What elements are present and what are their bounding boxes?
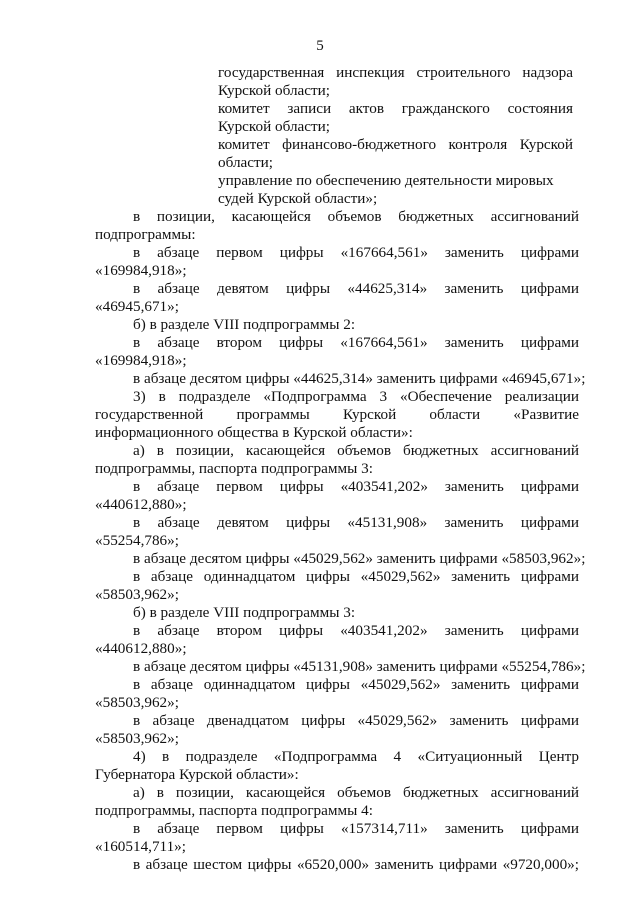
text-line: 4) в подразделе «Подпрограмма 4 «Ситуационный Центр — [133, 748, 579, 765]
document-body — [95, 64, 586, 874]
paragraph — [95, 370, 586, 388]
body-item-4 — [218, 172, 573, 208]
text-line: в абзаце первом цифры «403541,202» заменить цифрами — [133, 478, 579, 495]
text-line: «440612,880»; — [95, 640, 187, 657]
paragraph — [95, 550, 586, 568]
text-line: «160514,711»; — [95, 838, 186, 855]
text-line: «169984,918»; — [95, 262, 187, 279]
text-line: в абзаце девятом цифры «44625,314» заменить цифрами — [133, 280, 579, 297]
paragraph — [95, 712, 579, 748]
text-line: судей Курской области»; — [218, 190, 378, 207]
paragraph — [95, 604, 579, 622]
bodies-list — [218, 64, 573, 208]
paragraph — [95, 622, 579, 658]
body-item-2 — [218, 100, 573, 136]
text-line: а) в позиции, касающейся объемов бюджетных ассигнований — [133, 442, 579, 459]
text-line: «58503,962»; — [95, 730, 179, 747]
paragraph — [95, 748, 579, 784]
text-line: Курской области; — [218, 82, 331, 99]
text-line: в абзаце десятом цифры «44625,314» заменить цифрами «46945,671»; — [133, 370, 586, 387]
text-line: в абзаце первом цифры «167664,561» заменить цифрами — [133, 244, 579, 261]
paragraph — [95, 208, 579, 244]
text-line: «58503,962»; — [95, 586, 179, 603]
paragraph — [95, 658, 586, 676]
text-line: в абзаце десятом цифры «45131,908» заменить цифрами «55254,786»; — [133, 658, 586, 675]
page-number: 5 — [316, 38, 324, 54]
paragraph — [95, 514, 579, 550]
paragraph — [95, 316, 579, 334]
text-line: в абзаце шестом цифры «6520,000» заменить цифрами «9720,000»; — [133, 856, 579, 873]
text-line: государственная инспекция строительного надзора — [218, 64, 573, 81]
text-line: подпрограммы, паспорта подпрограммы 3: — [95, 460, 373, 477]
text-line: государственной программы Курской области «Развитие — [95, 406, 579, 423]
paragraph — [95, 820, 579, 856]
text-line: «58503,962»; — [95, 694, 179, 711]
paragraph — [95, 244, 579, 280]
text-line: 3) в подразделе «Подпрограмма 3 «Обеспечение реализации — [133, 388, 579, 405]
text-line: Курской области; — [218, 118, 331, 135]
text-line: в абзаце втором цифры «403541,202» заменить цифрами — [133, 622, 579, 639]
text-line: комитет финансово-бюджетного контроля Курской — [218, 136, 573, 153]
text-line: в абзаце двенадцатом цифры «45029,562» заменить цифрами — [133, 712, 579, 729]
paragraph — [95, 478, 579, 514]
body-item-3 — [218, 136, 573, 172]
text-line: Губернатора Курской области»: — [95, 766, 299, 783]
text-line: информационного общества в Курской области»: — [95, 424, 413, 441]
text-line: б) в разделе VIII подпрограммы 3: — [133, 604, 356, 621]
text-line: в позиции, касающейся объемов бюджетных ассигнований — [133, 208, 579, 225]
text-line: «440612,880»; — [95, 496, 187, 513]
text-line: подпрограммы, паспорта подпрограммы 4: — [95, 802, 373, 819]
text-line: а) в позиции, касающейся объемов бюджетных ассигнований — [133, 784, 579, 801]
paragraph — [95, 280, 579, 316]
text-line: управление по обеспечению деятельности мировых — [218, 172, 554, 189]
text-line: в абзаце десятом цифры «45029,562» заменить цифрами «58503,962»; — [133, 550, 586, 567]
text-line: в абзаце втором цифры «167664,561» заменить цифрами — [133, 334, 579, 351]
text-line: «55254,786»; — [95, 532, 179, 549]
paragraph — [95, 388, 579, 442]
text-line: подпрограммы: — [95, 226, 196, 243]
text-line: области; — [218, 154, 273, 171]
text-line: в абзаце девятом цифры «45131,908» заменить цифрами — [133, 514, 579, 531]
text-line: в абзаце одиннадцатом цифры «45029,562» заменить цифрами — [133, 568, 579, 585]
text-line: в абзаце одиннадцатом цифры «45029,562» заменить цифрами — [133, 676, 579, 693]
text-line: в абзаце первом цифры «157314,711» заменить цифрами — [133, 820, 579, 837]
paragraph — [95, 784, 579, 820]
paragraph — [95, 856, 579, 874]
text-line: «46945,671»; — [95, 298, 179, 315]
paragraph — [95, 442, 579, 478]
paragraph — [95, 676, 579, 712]
text-line: комитет записи актов гражданского состояния — [218, 100, 573, 117]
text-line: б) в разделе VIII подпрограммы 2: — [133, 316, 356, 333]
body-item-1 — [218, 64, 573, 100]
paragraph — [95, 568, 579, 604]
text-line: «169984,918»; — [95, 352, 187, 369]
paragraph — [95, 334, 579, 370]
